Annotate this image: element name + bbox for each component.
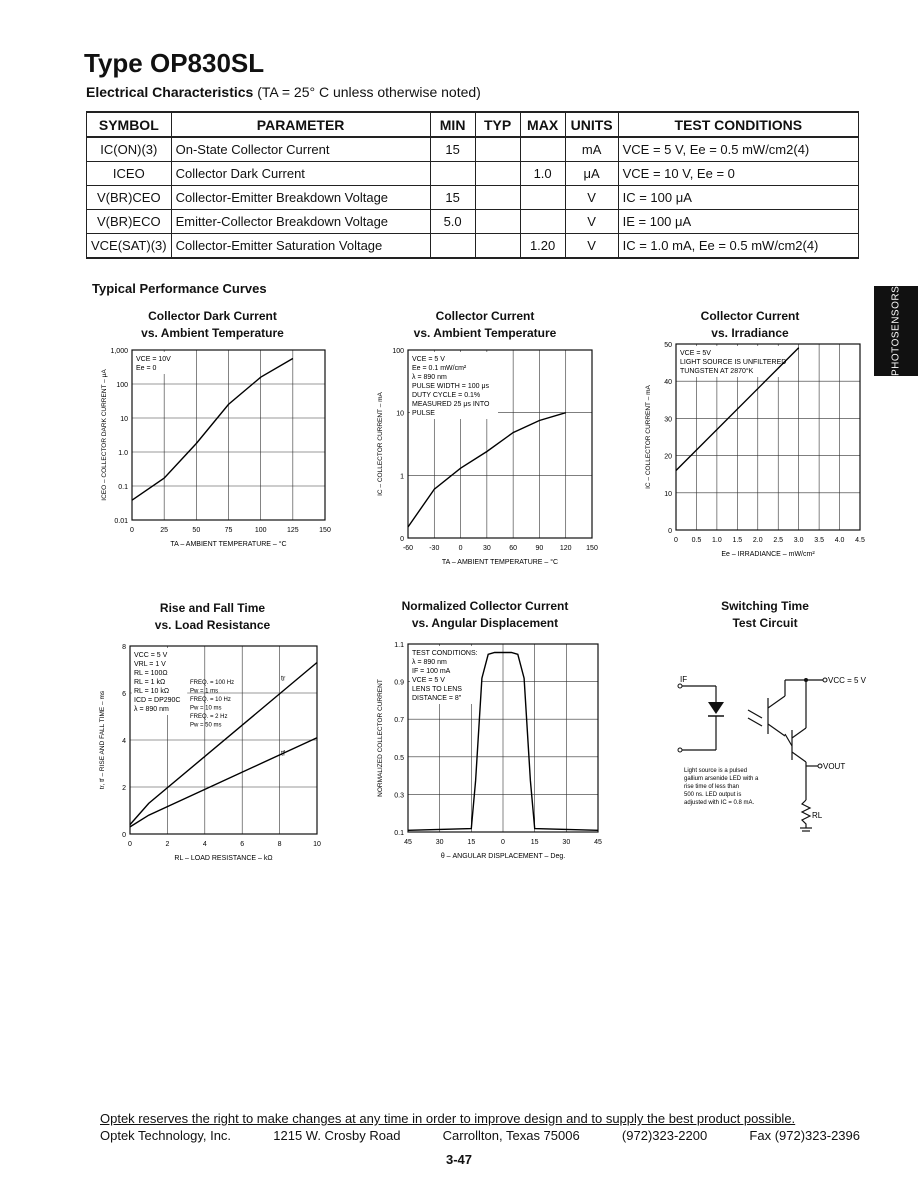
annotation-line: TUNGSTEN AT 2870°K [680,368,754,375]
x-tick-label: 8 [277,841,282,848]
subtitle-rest: (TA = 25° C unless otherwise noted) [253,84,481,100]
x-tick-label: 4 [202,841,207,848]
y-tick-label: 0.1 [394,830,404,837]
annotation-line: VRL = 1 V [134,661,166,668]
cell-min: 15 [430,137,475,162]
y-tick-label: 1.0 [118,450,128,457]
cell-typ [475,162,520,186]
vcc-label: VCC = 5 V [828,676,867,685]
section-heading: Typical Performance Curves [92,281,267,296]
chart-plot [630,308,870,580]
cell-conditions: IC = 1.0 mA, Ee = 0.5 mW/cm2(4) [618,234,858,259]
x-tick-label: 3.0 [793,537,804,544]
chart-title-line: vs. Ambient Temperature [413,326,557,340]
x-tick-label: 100 [254,527,267,534]
cell-units: V [565,234,618,259]
chart-plot [80,600,345,872]
cell-min: 15 [430,186,475,210]
footer-fax: Fax (972)323-2396 [749,1128,860,1143]
x-tick-label: 120 [559,545,572,552]
input-label: IF [680,675,688,684]
chart-plot [360,598,610,870]
x-tick-label: 90 [535,545,544,552]
x-axis-label: RL – LOAD RESISTANCE – kΩ [174,855,273,862]
page-title: Type OP830SL [84,48,265,78]
vout-label: VOUT [823,762,846,771]
chart-plot [360,308,610,580]
x-tick-label: 125 [286,527,299,534]
table-row [87,210,859,234]
annotation-line: PULSE WIDTH = 100 μs [412,383,489,390]
y-tick-label: 0.9 [394,679,404,687]
switching-circuit-title [650,598,880,632]
cell-max [520,186,565,210]
frequency-note: FREQ. = 100 Hz [190,680,235,686]
cell-max [520,210,565,234]
footer-phone: (972)323-2200 [621,1128,708,1143]
cell-typ [475,234,520,259]
cell-min [430,234,475,259]
switching-title-line-2: Test Circuit [732,616,798,630]
y-tick-label: 10 [396,410,404,418]
chart-title-line: Collector Dark Current [148,309,277,323]
x-tick-label: 150 [319,527,331,534]
annotation-line: RL = 10 kΩ [134,688,170,695]
annotation-line: VCE = 5 V [412,677,445,684]
page-subtitle [86,84,481,100]
switching-circuit [650,598,880,828]
cell-conditions: VCE = 10 V, Ee = 0 [618,162,858,186]
annotation-line: Ee = 0.1 mW/cm² [412,365,467,372]
annotation-line: VCC = 5 V [134,652,168,659]
cell-typ [475,186,520,210]
annotation-line: λ = 890 nm [134,706,169,713]
y-tick-label: 30 [664,416,672,424]
cell-units: V [565,186,618,210]
note-line: adjusted with IC = 0.8 mA. [684,800,755,806]
x-tick-label: 50 [192,527,201,534]
rl-label: RL [812,811,823,820]
y-tick-label: 8 [122,644,126,651]
y-tick-label: 100 [116,382,128,389]
annotation-line: ICD = DP290C [134,697,181,704]
cell-min [430,162,475,186]
table-row [87,137,859,162]
chart-title-line: vs. Load Resistance [154,618,271,632]
cell-max: 1.0 [520,162,565,186]
x-axis-label: θ – ANGULAR DISPLACEMENT – Deg. [440,853,566,860]
series-line [130,738,317,827]
y-tick-label: 10 [120,416,128,423]
y-tick-label: 6 [122,691,126,698]
footer-company: Optek Technology, Inc. [100,1128,232,1143]
note-line: rise time of less than [684,784,740,790]
y-tick-label: 0 [400,536,404,543]
frequency-note: Pw = 10 ms [190,705,222,712]
y-tick-label: 0 [122,832,126,839]
x-tick-label: 15 [530,839,539,846]
y-axis-label: ICEO – COLLECTOR DARK CURRENT – μA [101,369,108,501]
annotation-line: RL = 100Ω [134,670,168,677]
annotation-line: LENS TO LENS [412,686,462,693]
frequency-note: Pw = 1 ms [190,688,219,695]
chart-title-line: Collector Current [700,309,800,323]
cell-typ [475,137,520,162]
x-tick-label: 0 [130,527,134,534]
annotation-line: MEASURED 25 μs INTO [412,401,490,408]
frequency-note: FREQ. = 10 Hz [190,697,231,703]
cell-conditions: IC = 100 μA [618,186,858,210]
y-tick-label: 1.1 [394,642,404,649]
note-line: Light source is a pulsed [684,768,748,774]
annotation-line: VCE = 5V [680,350,711,357]
x-tick-label: 30 [482,545,491,552]
y-tick-label: 0.5 [394,754,404,762]
chart-title-line: Collector Current [435,309,535,323]
x-tick-label: 0 [458,545,463,552]
annotation-line: Ee = 0 [136,365,157,372]
chart-title-line: vs. Ambient Temperature [141,326,284,340]
annotation-line: VCE = 5 V [412,356,445,363]
y-tick-label: 50 [664,342,672,349]
chart-collector-current-vs-temp [360,308,610,580]
annotation-line: PULSE [412,410,435,417]
table-row [87,186,859,210]
cell-typ [475,210,520,234]
col-header-units: UNITS [565,112,618,137]
x-axis-label: TA – AMBIENT TEMPERATURE – °C [170,541,287,548]
x-tick-label: 0 [501,839,505,846]
cell-symbol: V(BR)CEO [87,186,172,210]
y-tick-label: 0.3 [394,792,404,800]
x-tick-label: 2.0 [752,537,763,544]
footer-address [100,1128,860,1143]
footer-city: Carrollton, Texas 75006 [442,1128,580,1143]
cell-conditions: VCE = 5 V, Ee = 0.5 mW/cm2(4) [618,137,858,162]
annotation-line: DISTANCE = 8" [412,695,462,702]
cell-units: V [565,210,618,234]
col-header-parameter: PARAMETER [171,112,430,137]
footer-street: 1215 W. Crosby Road [273,1128,401,1143]
x-axis-label: TA – AMBIENT TEMPERATURE – °C [441,559,559,566]
chart-title-line: Rise and Fall Time [159,601,266,615]
led-icon [708,702,724,714]
annotation-line: VCE = 10V [136,356,171,363]
subtitle-bold: Electrical Characteristics [86,84,254,100]
x-tick-label: 60 [509,545,518,552]
x-tick-label: 10 [313,841,321,848]
cell-symbol: VCE(SAT)(3) [87,234,172,259]
cell-max [520,137,565,162]
y-axis-label: IC – COLLECTOR CURRENT – mA [377,392,384,496]
note-line: 500 ns. LED output is [684,792,742,798]
x-axis-label: Ee – IRRADIANCE – mW/cm² [721,551,815,558]
y-tick-label: 0.7 [394,717,404,725]
y-tick-label: 40 [664,379,672,387]
y-tick-label: 2 [122,785,126,792]
cell-symbol: IC(ON)(3) [87,137,172,162]
electrical-characteristics-table [86,111,859,259]
col-header-symbol: SYMBOL [87,112,172,137]
x-tick-label: -30 [429,545,440,552]
y-tick-label: 1,000 [110,348,128,355]
x-tick-label: 6 [240,841,245,848]
chart-normalized-current-vs-angle [360,598,610,870]
cell-parameter: Collector-Emitter Breakdown Voltage [171,186,430,210]
cell-symbol: ICEO [87,162,172,186]
annotation-line: LIGHT SOURCE IS UNFILTERED [680,359,787,366]
x-tick-label: -60 [402,545,414,552]
cell-max: 1.20 [520,234,565,259]
cell-parameter: On-State Collector Current [171,137,430,162]
x-tick-label: 1.0 [712,537,722,544]
chart-title-line: Normalized Collector Current [401,599,569,613]
x-tick-label: 45 [404,839,412,846]
col-header-max: MAX [520,112,565,137]
page-number: 3-47 [446,1152,473,1167]
cell-units: μA [565,162,618,186]
section-side-tab: PHOTOSENSORS [874,286,918,376]
chart-dark-current-vs-temp [80,308,345,580]
frequency-note: FREQ. = 2 Hz [190,714,228,720]
x-tick-label: 2 [165,841,170,848]
col-header-typ: TYP [475,112,520,137]
annotation-line: TEST CONDITIONS: [412,650,478,657]
y-tick-label: 1 [400,473,404,481]
y-tick-label: 0.01 [114,518,128,525]
cell-parameter: Collector-Emitter Saturation Voltage [171,234,430,259]
x-tick-label: 0 [128,841,132,848]
table-row [87,234,859,259]
chart-collector-current-vs-irradiance [630,308,870,580]
x-tick-label: 25 [160,527,169,534]
series-label: tr [281,675,286,683]
x-tick-label: 0 [674,537,678,544]
x-tick-label: 2.5 [773,537,784,544]
x-tick-label: 1.5 [732,537,743,544]
col-header-test-conditions: TEST CONDITIONS [618,112,858,137]
cell-symbol: V(BR)ECO [87,210,172,234]
cell-parameter: Collector Dark Current [171,162,430,186]
series-line [132,359,293,501]
chart-plot [80,308,345,580]
cell-parameter: Emitter-Collector Breakdown Voltage [171,210,430,234]
x-tick-label: 4.5 [855,537,865,544]
annotation-line: DUTY CYCLE = 0.1% [412,392,481,399]
footer-notice: Optek reserves the right to make changes at any time in order to improve design and to supply the best product possible. [100,1111,796,1126]
y-tick-label: 10 [664,490,672,498]
y-axis-label: NORMALIZED COLLECTOR CURRENT [377,679,384,797]
cell-units: mA [565,137,618,162]
chart-title-line: vs. Irradiance [711,326,789,340]
col-header-min: MIN [430,112,475,137]
circuit-diagram [650,634,880,834]
x-tick-label: 75 [224,527,233,534]
y-axis-label: IC – COLLECTOR CURRENT – mA [645,385,652,489]
x-tick-label: 15 [467,839,476,846]
chart-rise-fall-time-vs-load [80,600,345,872]
x-tick-label: 45 [594,839,602,846]
table-header-row [87,112,859,137]
y-tick-label: 20 [664,453,672,461]
series-label: tf [281,750,285,758]
y-tick-label: 0.1 [118,484,128,491]
x-tick-label: 3.5 [814,537,824,544]
y-axis-label: tr, tf – RISE AND FALL TIME – ms [99,690,106,790]
annotation-line: λ = 890 nm [412,374,447,381]
x-tick-label: 30 [435,839,444,846]
cell-min: 5.0 [430,210,475,234]
y-tick-label: 4 [122,738,126,745]
x-tick-label: 4.0 [834,537,845,544]
frequency-note: Pw = 50 ms [190,722,222,729]
annotation-line: RL = 1 kΩ [134,679,166,686]
table-row [87,162,859,186]
note-line: gallium arsenide LED with a [684,776,759,782]
annotation-line: IF = 100 mA [412,668,451,675]
switching-title-line-1: Switching Time [721,599,809,613]
x-tick-label: 30 [562,839,571,846]
x-tick-label: 0.5 [691,537,702,544]
chart-title-line: vs. Angular Displacement [411,616,559,630]
y-tick-label: 0 [668,528,672,535]
y-tick-label: 100 [392,348,404,355]
annotation-line: λ = 890 nm [412,659,447,666]
cell-conditions: IE = 100 μA [618,210,858,234]
x-tick-label: 150 [586,545,598,552]
